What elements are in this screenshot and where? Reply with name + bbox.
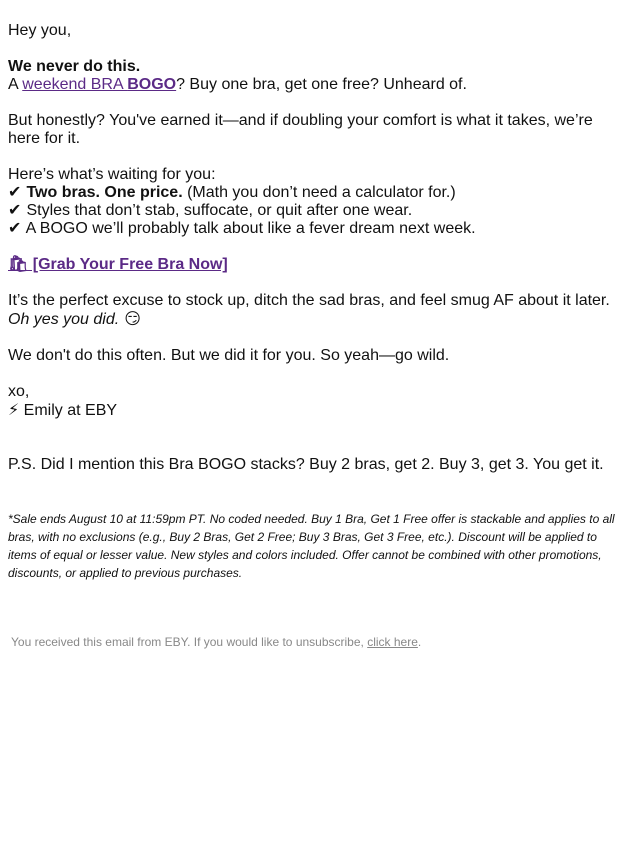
lightning-icon: ⚡ — [8, 400, 20, 419]
intro-paragraph — [8, 76, 628, 94]
checkmark-icon: ✔ — [8, 220, 22, 237]
benefit-one-bold: Two bras. One price. — [26, 184, 183, 201]
intro-link-bold: BOGO — [127, 76, 177, 93]
weekend-bogo-link[interactable] — [22, 76, 176, 93]
excuse-paragraph — [8, 292, 628, 329]
waiting-heading: Here’s what’s waiting for you: — [8, 166, 216, 183]
footer-text: You received this email from EBY. If you would like to unsubscribe, — [11, 635, 368, 649]
benefit-item — [8, 202, 628, 220]
greeting: Hey you, — [8, 22, 72, 39]
excuse-italic: Oh yes you did. — [8, 311, 120, 328]
email-body — [8, 22, 628, 582]
intro-prefix: A — [8, 76, 23, 93]
headline-text: We never do this. — [8, 58, 141, 75]
email-footer — [11, 634, 421, 650]
disclaimer: *Sale ends August 10 at 11:59pm PT. No coded needed. Buy 1 Bra, Get 1 Free offer is stackable and applies to all bras, with no exclusions (e.g., Buy 2 Bras, Get 2 Free; Buy 3 Bras, Get 3 Free, etc.). Discount will be applied to items of equal or lesser value. New styles and colors included. Offer cannot be combined with other promotions, discounts, or applied to previous purchases. — [8, 512, 615, 580]
benefit-one-rest: (Math you don’t need a calculator for.) — [182, 184, 456, 201]
signature — [8, 401, 628, 420]
honestly-paragraph: But honestly? You've earned it—and if doubling your comfort is what it takes, we’re here for it. — [8, 112, 593, 147]
benefit-item — [8, 220, 628, 238]
ps-paragraph: P.S. Did I mention this Bra BOGO stacks? Buy 2 bras, get 2. Buy 3, get 3. You get it. — [8, 456, 604, 473]
benefit-two: Styles that don’t stab, suffocate, or quit after one wear. — [26, 202, 413, 219]
benefit-three: A BOGO we’ll probably talk about like a fever dream next week. — [25, 220, 476, 237]
intro-link-text: weekend BRA — [22, 76, 128, 93]
grab-free-bra-button[interactable]: 🛍 [Grab Your Free Bra Now] — [8, 256, 228, 273]
checkmark-icon: ✔ — [8, 184, 22, 201]
footer-end: . — [417, 635, 422, 649]
checkmark-icon: ✔ — [8, 202, 22, 219]
unsubscribe-link[interactable]: click here — [367, 635, 418, 649]
benefit-item — [8, 184, 628, 202]
signoff: xo, — [8, 383, 30, 400]
often-paragraph: We don't do this often. But we did it for you. So yeah—go wild. — [8, 347, 450, 364]
headline — [8, 58, 628, 76]
intro-suffix: ? Buy one bra, get one free? Unheard of. — [176, 76, 467, 93]
smirk-emoji-icon: 😏 — [119, 309, 141, 328]
signature-text: Emily at EBY — [19, 402, 118, 419]
excuse-text: It’s the perfect excuse to stock up, ditch the sad bras, and feel smug AF about it later. — [8, 292, 610, 309]
cta-paragraph — [8, 256, 628, 274]
